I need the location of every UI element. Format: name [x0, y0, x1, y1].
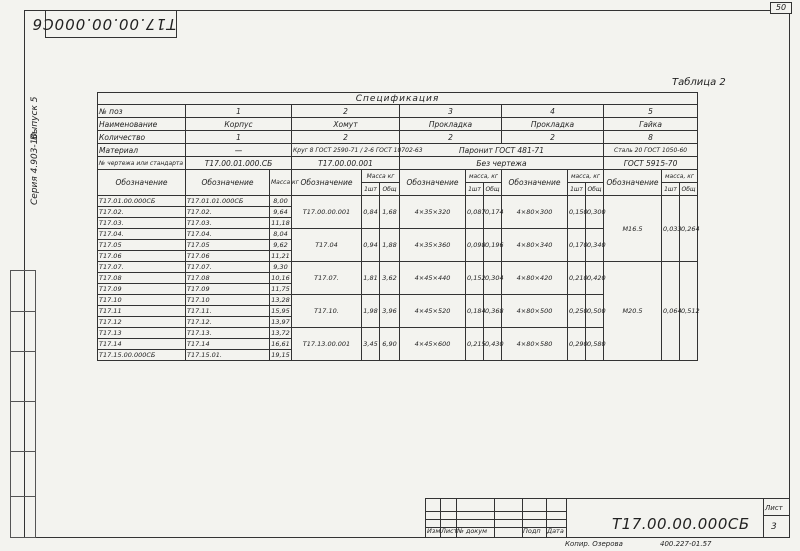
table-row: [98, 262, 698, 273]
pos-1: 1: [186, 105, 292, 118]
sub-header-mass-c3: масса, кг: [466, 170, 502, 183]
table-cell: 0,152: [466, 262, 484, 295]
table-cell: 0,174: [484, 196, 502, 229]
document-code-rotated: T17.00.00.000C6: [45, 10, 177, 38]
table-cell: 0,420: [586, 262, 604, 295]
sub-header-designation-c5: Обозначение: [604, 170, 662, 196]
table-cell: Т17.03.: [186, 218, 270, 229]
pos-3: 3: [400, 105, 502, 118]
table-cell: 0,300: [586, 196, 604, 229]
sub-header-1pc: 1шт: [466, 183, 484, 196]
material-5: Сталь 20 ГОСТ 1050-60: [604, 144, 698, 157]
table-cell: Т17.11: [98, 306, 186, 317]
table-cell: 13,28: [271, 296, 290, 304]
table-cell: 0,290: [568, 328, 586, 361]
drawing-1: Т17.00.01.000.СБ: [186, 157, 292, 170]
table-cell: Т17.06: [98, 251, 186, 262]
row-label-drawing: № чертежа или стандарта: [98, 157, 186, 170]
table-cell: 0,512: [680, 262, 698, 361]
table-cell: 0,215: [466, 328, 484, 361]
table-cell: Т17.00.00.001: [292, 196, 362, 229]
qty-4: 2: [502, 131, 604, 144]
table-cell: 0,196: [484, 229, 502, 262]
sub-header-designation-a: Обозначение: [98, 170, 186, 196]
table-cell: Т17.07.: [186, 262, 270, 273]
table-cell: 8,00: [270, 196, 292, 207]
qty-5: 8: [604, 131, 698, 144]
qty-3: 2: [400, 131, 502, 144]
stamp-col-doc: № докум: [457, 527, 487, 535]
sub-header-total: Общ: [380, 183, 400, 196]
table-cell: Т17.01.01.000СБ: [186, 196, 270, 207]
table-cell: 4×35×360: [400, 229, 466, 262]
stamp-col-date: Дата: [547, 527, 564, 535]
table-cell: 15,95: [271, 307, 290, 315]
table-cell: 4×80×420: [502, 262, 568, 295]
table-cell: Т17.01.00.000СБ: [98, 196, 186, 207]
table-cell: 0,94: [362, 229, 380, 262]
sheet-number: 50: [770, 2, 792, 14]
table-cell: 4×80×580: [502, 328, 568, 361]
table-cell: 1,88: [380, 229, 400, 262]
table-cell: 11,21: [271, 252, 290, 260]
table-cell: Т17.15.00.000СБ: [98, 350, 186, 361]
row-label-qty: Количество: [98, 131, 186, 144]
pos-5: 5: [604, 105, 698, 118]
row-label-pos: № поз: [98, 105, 186, 118]
material-3: Паронит ГОСТ 481-71: [400, 144, 604, 157]
table-cell: Т17.04.: [98, 229, 186, 240]
table-cell: Т17.09: [98, 284, 186, 295]
table-cell: 0,368: [484, 295, 502, 328]
table-cell: 0,087: [466, 196, 484, 229]
sub-header-total: Общ: [484, 183, 502, 196]
table-cell: Т17.06: [186, 251, 270, 262]
sub-header-mass-c4: масса, кг: [568, 170, 604, 183]
table-cell: Т17.13.: [186, 328, 270, 339]
sub-header-1pc: 1шт: [568, 183, 586, 196]
name-4: Прокладка: [502, 118, 604, 131]
sub-header-total: Общ: [586, 183, 604, 196]
stamp-sheet-value: 3: [771, 522, 777, 532]
table-cell: М20.5: [604, 262, 662, 361]
drawing-3: Без чертежа: [400, 157, 604, 170]
table-cell: 19,15: [271, 351, 290, 359]
stamp-col-sign: Подп: [523, 527, 541, 535]
table-cell: 0,150: [568, 196, 586, 229]
table-cell: 0,500: [586, 295, 604, 328]
table-cell: 0,170: [568, 229, 586, 262]
table-cell: 9,30: [270, 262, 292, 273]
table-cell: 10,16: [271, 274, 290, 282]
sub-header-designation-c2: Обозначение: [292, 170, 362, 196]
table-cell: 0,430: [484, 328, 502, 361]
stamp-sheet-label: Лист: [765, 504, 783, 512]
table-cell: 1,98: [362, 295, 380, 328]
table-cell: Т17.13.00.001: [292, 328, 362, 361]
table-cell: Т17.10.: [292, 295, 362, 328]
table-cell: 4×80×500: [502, 295, 568, 328]
material-1: —: [186, 144, 292, 157]
copied-by: Копир. Озерова: [565, 540, 623, 548]
table-cell: 0,184: [466, 295, 484, 328]
table-cell: Т17.15.01.: [186, 350, 270, 361]
table-cell: 6,90: [380, 328, 400, 361]
table-cell: 0,84: [362, 196, 380, 229]
table-cell: Т17.05: [98, 240, 186, 251]
drawing-2: Т17.00.00.001: [292, 157, 400, 170]
qty-2: 2: [292, 131, 400, 144]
side-stamp-strip: [10, 270, 36, 538]
table-cell: 4×45×520: [400, 295, 466, 328]
table-cell: Т17.10: [186, 295, 270, 306]
drawing-5: ГОСТ 5915-70: [604, 157, 698, 170]
name-1: Корпус: [186, 118, 292, 131]
table-cell: 16,61: [271, 340, 290, 348]
archive-number: 400.227-01.57: [660, 540, 712, 548]
sub-header-total: Общ: [680, 183, 698, 196]
sub-header-designation-c3: Обозначение: [400, 170, 466, 196]
table-cell: Т17.02.: [186, 207, 270, 218]
table-cell: Т17.08: [186, 273, 270, 284]
table-cell: 0,033: [662, 196, 680, 262]
material-2: Круг 8 ГОСТ 2590-71 / 2-6 ГОСТ 10702-63: [292, 144, 400, 157]
sub-header-1pc: 1шт: [662, 183, 680, 196]
table-cell: 9,64: [270, 207, 292, 218]
table-cell: 3,45: [362, 328, 380, 361]
table-row: [98, 196, 698, 207]
table-cell: 0,250: [568, 295, 586, 328]
table-cell: 0,340: [586, 229, 604, 262]
table-cell: Т17.02.: [98, 207, 186, 218]
table-cell: 11,18: [271, 219, 290, 227]
sub-header-mass-c2: Масса кг: [362, 170, 400, 183]
table-cell: 0,264: [680, 196, 698, 262]
sub-header-designation-b: Обозначение: [186, 170, 270, 196]
qty-1: 1: [186, 131, 292, 144]
table-cell: Т17.14: [98, 339, 186, 350]
table-cell: Т17.11.: [186, 306, 270, 317]
pos-2: 2: [292, 105, 400, 118]
name-3: Прокладка: [400, 118, 502, 131]
name-2: Хомут: [292, 118, 400, 131]
table-cell: 13,97: [271, 318, 290, 326]
table-cell: 4×80×300: [502, 196, 568, 229]
table-cell: Т17.05: [186, 240, 270, 251]
pos-4: 4: [502, 105, 604, 118]
table-cell: Т17.04.: [186, 229, 270, 240]
stamp-document-code: Т17.00.00.000СБ: [612, 515, 750, 533]
stamp-col-change: Изм: [427, 527, 441, 535]
table-cell: 8,04: [270, 229, 292, 240]
table-cell: 4×35×320: [400, 196, 466, 229]
table-cell: Т17.09: [186, 284, 270, 295]
table-cell: 1,68: [380, 196, 400, 229]
table-label: Таблица 2: [672, 77, 726, 88]
table-cell: Т17.03.: [98, 218, 186, 229]
table-cell: 1,81: [362, 262, 380, 295]
table-cell: Т17.10: [98, 295, 186, 306]
sub-header-mass-c5: масса, кг: [662, 170, 698, 183]
name-5: Гайка: [604, 118, 698, 131]
sub-header-mass-a: Масса кг: [270, 170, 292, 196]
table-cell: М16.5: [604, 196, 662, 262]
sub-header-1pc: 1шт: [362, 183, 380, 196]
table-cell: 0,064: [662, 262, 680, 361]
table-cell: Т17.07.: [98, 262, 186, 273]
table-cell: 0,210: [568, 262, 586, 295]
table-title: Спецификация: [98, 93, 698, 105]
table-cell: 4×80×340: [502, 229, 568, 262]
table-cell: Т17.12.: [186, 317, 270, 328]
stamp-col-sheet: Лист: [441, 527, 458, 535]
table-cell: 3,62: [380, 262, 400, 295]
row-label-name: Наименование: [98, 118, 186, 131]
table-cell: Т17.08: [98, 273, 186, 284]
table-cell: 0,580: [586, 328, 604, 361]
table-cell: 0,098: [466, 229, 484, 262]
series-label: Серия 4.903-10: [30, 132, 40, 205]
table-cell: 0,304: [484, 262, 502, 295]
table-cell: Т17.04: [292, 229, 362, 262]
table-cell: 4×45×600: [400, 328, 466, 361]
table-cell: 13,72: [271, 329, 290, 337]
sub-header-designation-c4: Обозначение: [502, 170, 568, 196]
table-cell: Т17.07.: [292, 262, 362, 295]
table-cell: 4×45×440: [400, 262, 466, 295]
table-cell: 3,96: [380, 295, 400, 328]
table-cell: 9,62: [270, 240, 292, 251]
table-cell: 11,75: [271, 285, 290, 293]
specification-table: [97, 92, 698, 361]
table-cell: Т17.13: [98, 328, 186, 339]
row-label-material: Материал: [98, 144, 186, 157]
table-cell: Т17.12: [98, 317, 186, 328]
issue-label: Выпуск 5: [30, 96, 40, 140]
table-cell: Т17.14: [186, 339, 270, 350]
